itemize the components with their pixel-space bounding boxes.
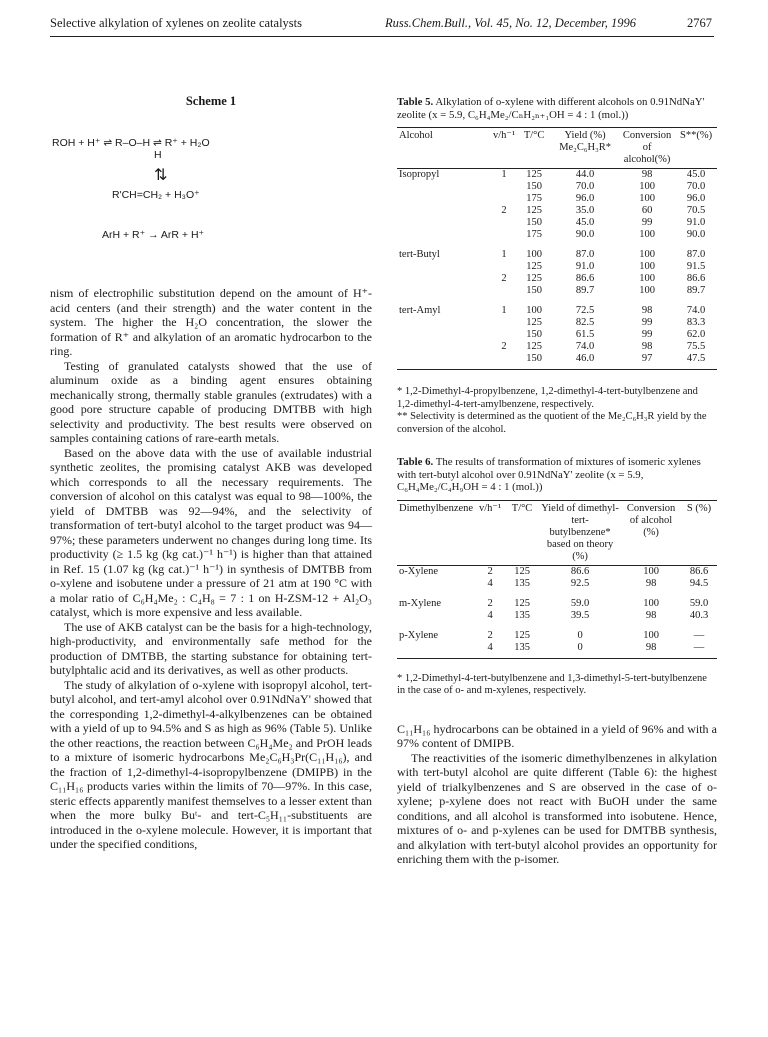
table-cell: 4 [475,642,505,659]
table-cell: 99 [641,217,653,228]
table-cell: 175 [526,193,542,204]
right-column [397,42,717,867]
table6-label: Table 6. [397,456,434,468]
table-cell: 125 [514,565,530,577]
table-row [397,610,717,622]
table-row [397,285,717,297]
table-cell: tert-Amyl [399,305,441,316]
table-cell [491,329,517,341]
table-row [397,181,717,193]
table-cell [491,193,517,205]
table-cell [397,193,491,205]
table-cell [491,317,517,329]
table-row [397,229,717,241]
table-row [397,353,717,370]
table-cell: 70.5 [686,205,706,216]
table-cell: 75.5 [686,341,706,352]
table6-header: Yield of dimethyl-tert-butylbenzene* based on theory (%) [539,500,621,565]
table-cell: 2 [487,597,493,609]
table-cell: 135 [514,577,530,589]
table-cell: tert-Butyl [399,249,440,260]
table-row [397,590,717,610]
table6-header: Dimethylbenzene [397,500,475,565]
table-cell: 100 [639,181,655,192]
table-cell: 97 [619,353,675,370]
table-cell: 4 [487,577,493,589]
table-cell [397,353,491,370]
table5-header: Alcohol [397,128,491,169]
table-cell [397,181,491,193]
table-cell: 91.5 [686,261,706,272]
table-cell: 4 [487,609,493,621]
table-cell: 2 [501,273,507,284]
table-cell: 72.5 [575,305,595,316]
table-cell: 82.5 [575,317,595,328]
table-cell: 125 [526,273,542,284]
table6-caption-text: The results of transformation of mixtures of isomeric xylenes with tert-butyl alcohol over 0.91NdNaY' zeolite (x = 5.9, C₆H₄Me₂/C₄H₉OH = 4 : 1 (mol.)) [397,456,701,493]
table-cell: 44.0 [575,169,595,180]
table-cell: p-Xylene [399,629,439,641]
table5-header: T/°C [517,128,551,169]
table5-note: ** Selectivity is determined as the quotient of the Me₂C₆H₃R yield by the conversion of the alcohol. [397,411,707,435]
table-cell: 2 [501,205,507,216]
table-cell: 100 [526,305,542,316]
table-row [397,193,717,205]
table-cell [397,578,475,590]
table-cell: 86.6 [689,565,709,577]
table-cell: 135 [514,609,530,621]
table-cell: 125 [526,169,542,180]
table5-header: Yield (%) Me₂C₆H₃R* [551,128,619,169]
table-cell: 40.3 [689,609,709,621]
table-cell: 150 [517,353,551,370]
table6-header: S (%) [681,500,717,565]
table5-header: S**(%) [675,128,717,169]
table-cell: 62.0 [686,329,706,340]
table-cell: 59.0 [570,597,590,609]
table-row [397,341,717,353]
table-cell: 100 [643,629,659,641]
table-cell: 135 [505,642,539,659]
table-cell: 45.0 [575,217,595,228]
header-journal: Russ.Chem.Bull., Vol. 45, No. 12, December, 1996 [385,16,637,30]
table-row [397,317,717,329]
table-row [397,273,717,285]
table-cell: 39.5 [570,609,590,621]
table-cell: 0 [577,629,583,641]
table5-caption [397,96,717,121]
table-row [397,241,717,261]
table-cell: 0 [539,642,621,659]
header-title: Selective alkylation of xylenes on zeolite catalysts [50,16,303,30]
table-cell: 98 [621,642,681,659]
table-cell: 70.0 [575,181,595,192]
table-cell: 2 [487,629,493,641]
table-cell: 89.7 [686,285,706,296]
paragraph: C₁₁H₁₆ hydrocarbons can be obtained in a yield of 96% and with a 97% content of DMIPB. [397,721,717,750]
table-cell: 125 [526,205,542,216]
table-cell [397,341,491,353]
table-row [397,169,717,182]
table-cell: 125 [526,261,542,272]
table-cell [397,261,491,273]
table-cell [491,217,517,229]
table-cell: 98 [641,341,653,352]
table-cell: 86.6 [570,565,590,577]
table-cell: Isopropyl [399,169,440,180]
table-cell: 100 [643,565,659,577]
table-cell: 150 [526,181,542,192]
table-cell: 86.6 [686,273,706,284]
paragraph: The use of AKB catalyst can be the basis for a high-technology, high-productivity, and environmentally safe method for the production of DMTBB, the starting substance for obtaining tert-butylphtalic acid and its derivatives, as well as other products. [50,619,372,677]
table5-header: v/h⁻¹ [491,128,517,169]
table-cell: 59.0 [689,597,709,609]
table-cell [491,261,517,273]
left-column [50,42,372,852]
table-cell: 90.0 [686,229,706,240]
paragraph: Based on the above data with the use of available industrial synthetic zeolites, the promising catalyst AKB was developed which corresponds to all the necessary requirements. The conversion of alcohol on this catalyst was equal to 98—100%, the yield of DMTBB was 92—94%, and the selectivity of transformation of tert-butyl alcohol to the target product was 94—97%; these parameters underwent no changes during long time. Its productivity (≥ 1.5 kg (kg cat.)⁻¹ h⁻¹) is higher than that attained in Ref. 15 (1.07 kg (kg cat.)⁻¹ h⁻¹) in synthesis of DMTBB from o-xylene and isobutene under a pressure of 21 atm at 190 °C with a molar ratio of C₆H₄Me₂ : C₄H₈ = 7 : 1 on H-ZSM-12 + Al₂O₃ catalyst, which is more expensive and less available. [50,445,372,619]
table-cell: 125 [514,597,530,609]
table-cell [397,610,475,622]
table-cell: 100 [639,273,655,284]
scheme-equation-1: ROH + H⁺ ⇌ R–O–H ⇌ R⁺ + H₂O [52,137,210,149]
table-cell: — [681,642,717,659]
table-cell: 100 [639,229,655,240]
table-cell [491,353,517,370]
table-cell [397,229,491,241]
table-cell: 98 [645,609,657,621]
left-body-text [50,286,372,852]
table5-label: Table 5. [397,96,434,108]
table-cell: 150 [526,285,542,296]
scheme-equation-3: ArH + R⁺ → ArR + H⁺ [102,229,205,241]
table-row [397,297,717,317]
table-cell: 46.0 [551,353,619,370]
reaction-scheme [50,109,372,284]
table-cell: 35.0 [575,205,595,216]
table6-header: v/h⁻¹ [475,500,505,565]
table-cell: 86.6 [575,273,595,284]
table6-header: T/°C [505,500,539,565]
table-cell: 74.0 [575,341,595,352]
table6-header: Conversion of alcohol (%) [621,500,681,565]
table-cell: 150 [526,217,542,228]
table-cell: 92.5 [570,577,590,589]
table-cell: 87.0 [686,249,706,260]
table-cell [397,642,475,659]
table-cell [397,217,491,229]
table-cell: 87.0 [575,249,595,260]
table-cell: 90.0 [575,229,595,240]
table-cell: 91.0 [575,261,595,272]
table-cell: 1 [501,249,507,260]
table-cell: 98 [641,169,653,180]
paragraph: nism of electrophilic substitution depend on the amount of H⁺-acid centers (and their strength) and the water content in the system. The higher the H₂O concentration, the slower the formation of R⁺ and alkylation of an aromatic hydrocarbon to the ring. [50,286,372,358]
table-cell: 2 [487,565,493,577]
table-cell [397,317,491,329]
scheme-title: Scheme 1 [185,94,237,108]
table-row [397,565,717,578]
table-cell: o-Xylene [399,565,439,577]
table-cell: 175 [526,229,542,240]
table-cell: 125 [514,629,530,641]
table6-note: * 1,2-Dimethyl-4-tert-butylbenzene and 1,3-dimethyl-5-tert-butylbenzene in the case of o- and m-xylenes, respectively. [397,672,707,696]
table-cell: 61.5 [575,329,595,340]
table-cell [397,329,491,341]
table-cell: 100 [639,249,655,260]
table-row [397,642,717,659]
table6-caption [397,456,717,494]
table-cell [397,273,491,285]
table-cell: 98 [645,577,657,589]
table-cell: 91.0 [686,217,706,228]
table-row [397,329,717,341]
right-body-text [397,722,717,867]
page-number: 2767 [687,16,712,30]
equilibrium-arrow-icon: ⇅ [154,167,168,184]
table6 [397,500,717,659]
table-cell [397,205,491,217]
table-cell: 99 [641,329,653,340]
table-cell: 60 [641,205,653,216]
table5 [397,127,717,370]
table-cell [397,285,491,297]
table-cell: 125 [526,341,542,352]
table-cell: 125 [526,317,542,328]
table-cell: 2 [501,341,507,352]
table5-caption-text: Alkylation of o-xylene with different alcohols on 0.91NdNaY' zeolite (x = 5.9, C₆H₄Me₂/CₙH₂ₙ₊₁OH = 4 : 1 (mol.)) [397,96,705,121]
table-cell: 96.0 [575,193,595,204]
table-cell: m-Xylene [399,597,441,609]
table-cell: 100 [526,249,542,260]
table-cell: 47.5 [675,353,717,370]
table-cell: 100 [639,285,655,296]
table-row [397,205,717,217]
table-row [397,217,717,229]
paragraph: Testing of granulated catalysts showed that the use of aluminum oxide as a binding agent ensures obtaining mechanically strong, thermally stable granules (extrudates) with a good pore structure capable of producing DMTBB with high selectivity and productivity. The best results were observed on samples containing cations of rare-earth metals. [50,358,372,445]
table5-header: Conversion of alcohol(%) [619,128,675,169]
table-cell: 100 [639,193,655,204]
table-row [397,261,717,273]
paragraph: The study of alkylation of o-xylene with isopropyl alcohol, tert-butyl alcohol, and tert-amyl alcohol over 0.91NdNaY' showed that the corresponding 1,2-dimethyl-4-alkylbenzenes can be obtained with a yield of up to 94.5% and S as high as 96% (Table 5). Unlike the other reactions, the reaction between C₆H₄Me₂ and PrOH leads to a mixture of isomeric hydrocarbons Me₂C₆H₃Pr(C₁₁H₁₆), and the fraction of 1,2-dimethyl-4-isopropylbenzene (DMIPB) in the C₁₁H₁₆ products varies within the limits of 70—97%. In this case, steric effects apparently manifest themselves to a lesser extent than when the more bulky Buᵗ- and tert-C₅H₁₁-substituents are introduced in the o-xylene molecule. However, it is important that under the specified conditions, [50,677,372,851]
table-cell: 1 [501,169,507,180]
table-cell: 74.0 [686,305,706,316]
table5-note: * 1,2-Dimethyl-4-propylbenzene, 1,2-dimethyl-4-tert-butylbenzene and 1,2-dimethyl-4-tert-amylbenzene, respectively. [397,386,698,410]
table-cell: 83.3 [686,317,706,328]
scheme-equation-1-sub: H [154,149,162,161]
table-cell: 98 [641,305,653,316]
running-header [50,10,714,37]
table-cell: 100 [643,597,659,609]
table-cell: 99 [641,317,653,328]
table-cell: 96.0 [686,193,706,204]
paragraph: The reactivities of the isomeric dimethylbenzenes in alkylation with tert-butyl alcohol are quite different (Table 6): the highest yield of trialkylbenzenes and S are observed in the case of o-xylene; p-xylene does not react with BuOH under the same conditions, and all alcohol is transformed into isobutene. Hence, mixtures of o- and p-xylenes can be used for DMTBB synthesis, and alkylation with tert-butyl alcohol provides an opportunity for enriching them with the p-isomer. [397,750,717,866]
table-cell: 1 [501,305,507,316]
table-cell [491,285,517,297]
table-cell: 94.5 [689,577,709,589]
table-row [397,622,717,642]
table-cell [491,229,517,241]
table-cell: — [693,629,705,641]
table-cell: 150 [526,329,542,340]
table-cell: 45.0 [686,169,706,180]
table-row [397,578,717,590]
scheme-equation-2: R'CH=CH₂ + H₃O⁺ [112,189,200,201]
table-cell: 100 [639,261,655,272]
table-cell: 70.0 [686,181,706,192]
table-cell [491,181,517,193]
table-cell: 89.7 [575,285,595,296]
